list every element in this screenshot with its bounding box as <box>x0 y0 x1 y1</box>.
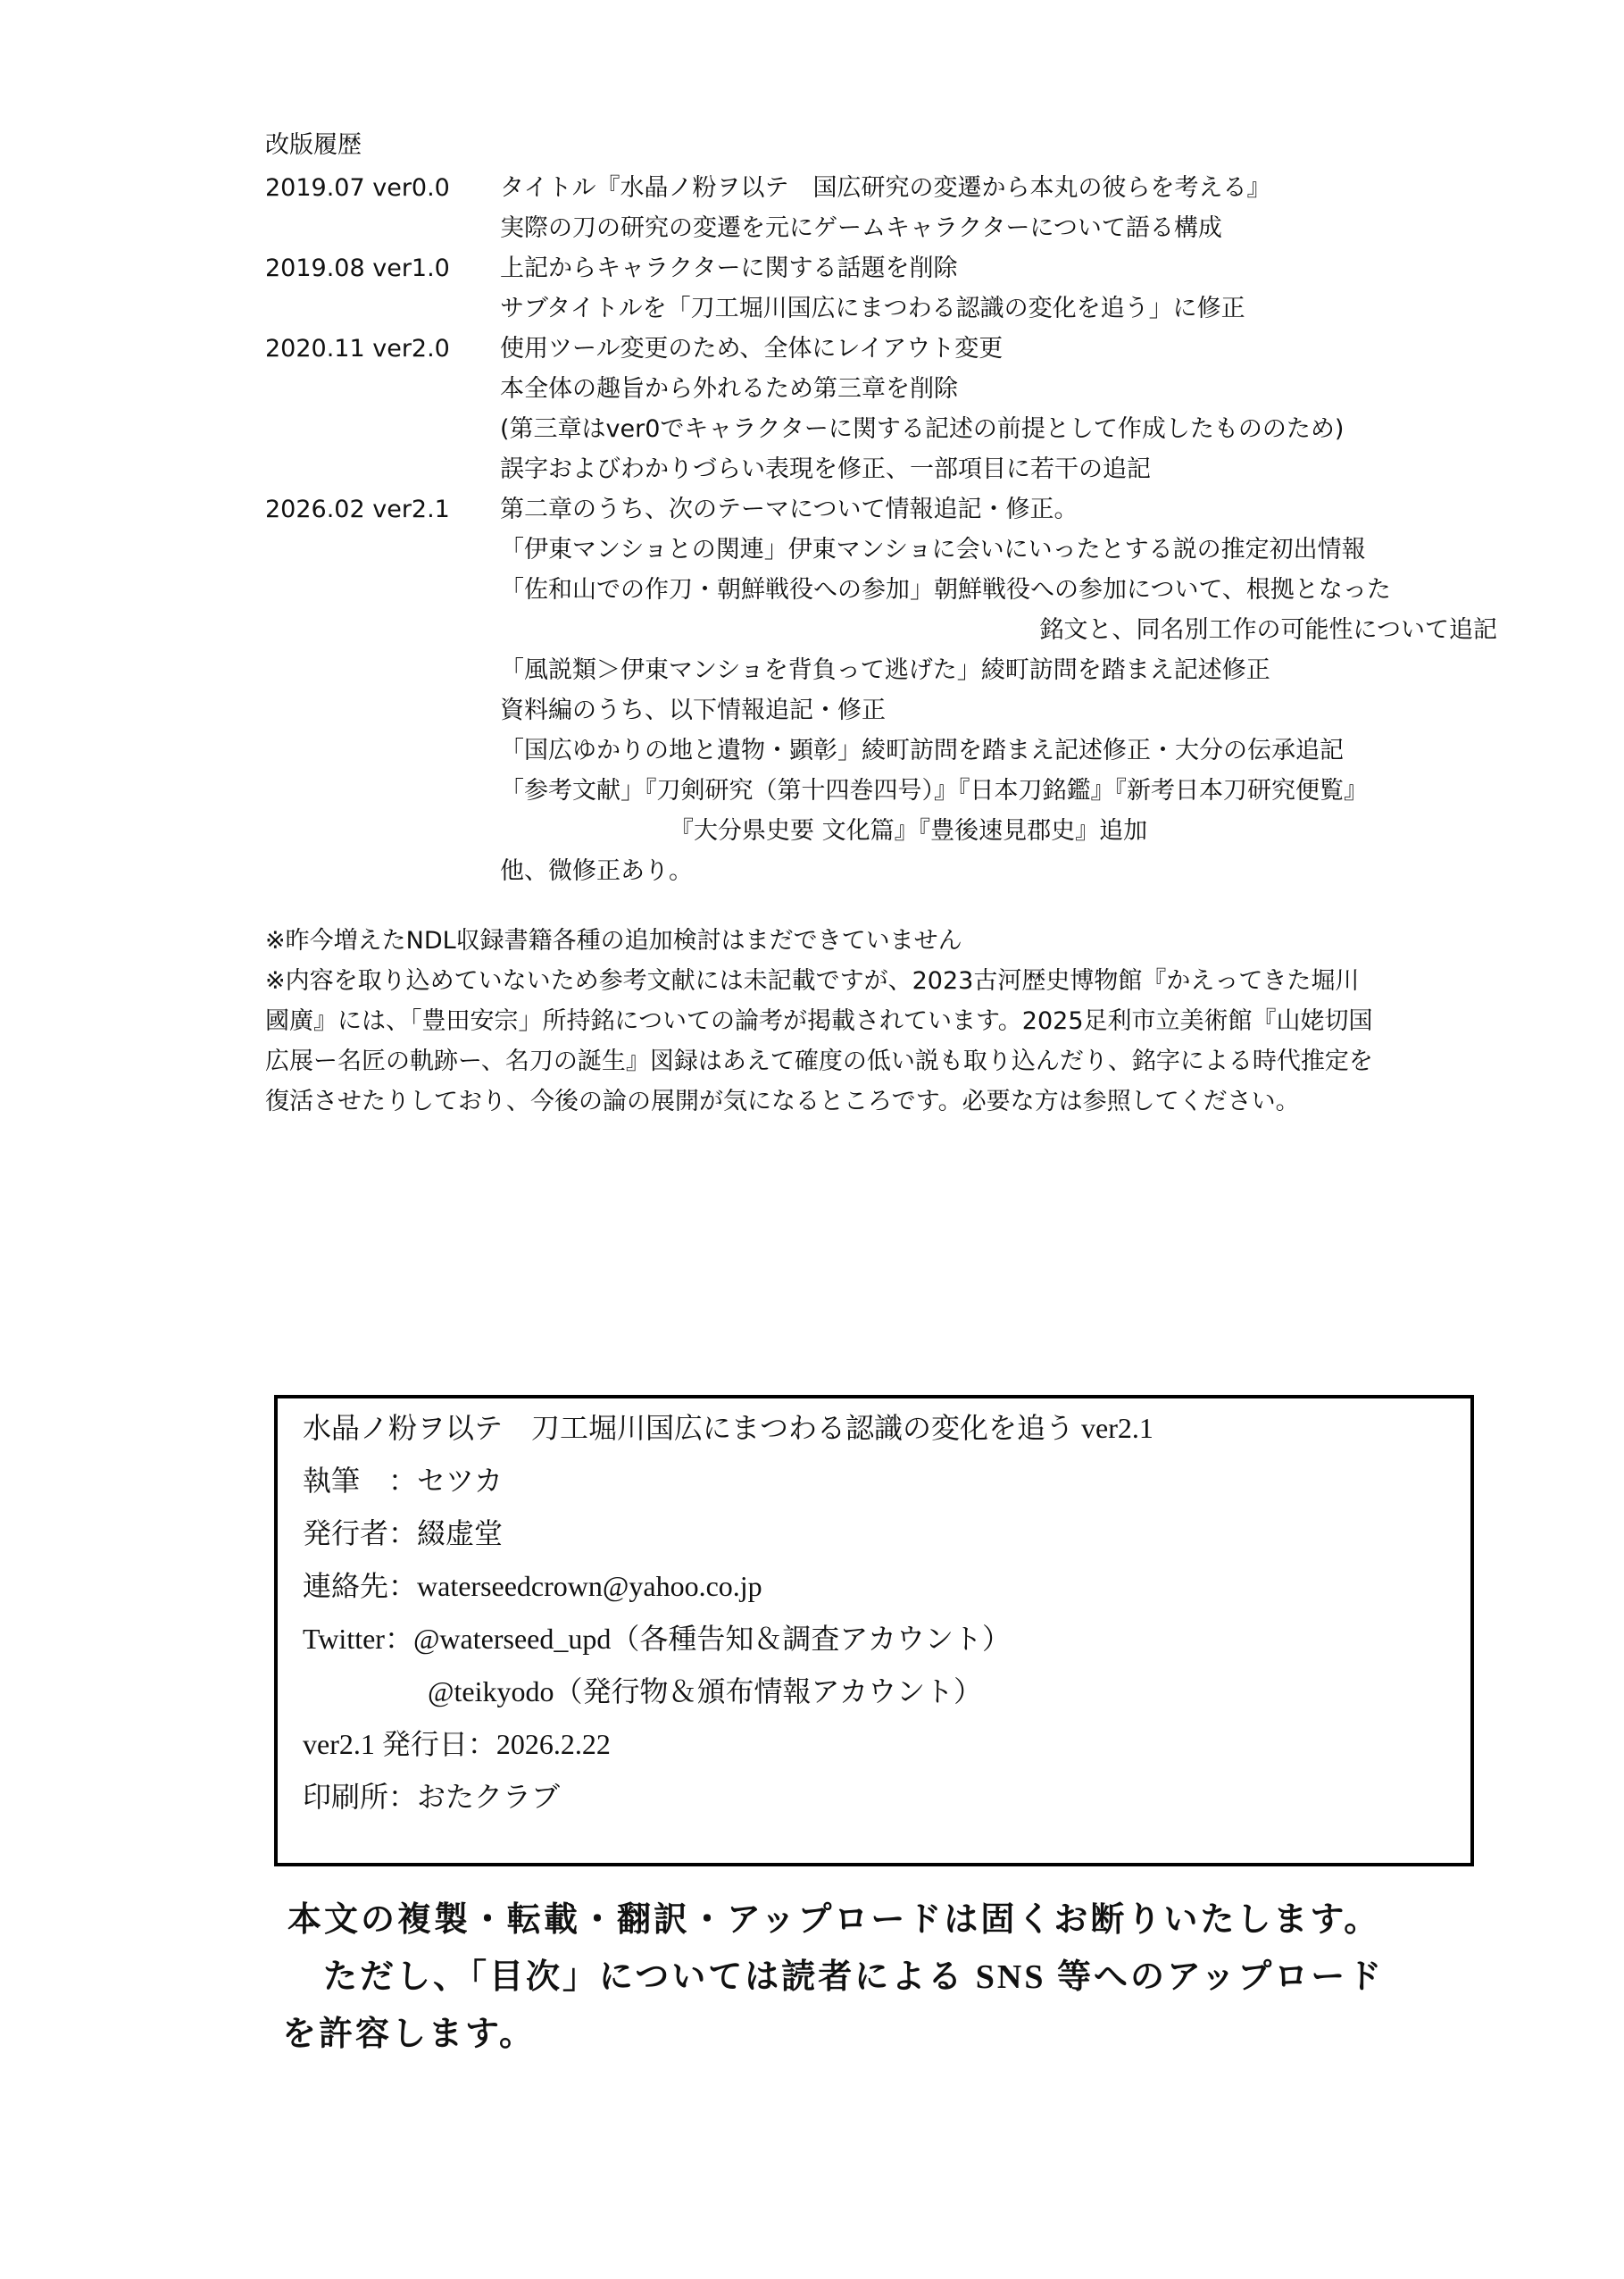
colophon-twitter-main: Twitter：@waterseed_upd（各種告知＆調査アカウント） <box>303 1623 1012 1655</box>
revision-text: 『大分県史要 文化篇』『豊後速見郡史』追加 <box>670 817 1148 845</box>
copyright-notice <box>282 1891 1475 2063</box>
revision-history-heading: 改版履歴 <box>265 131 362 159</box>
revision-text: 銘文と、同名別工作の可能性について追記 <box>1039 616 1497 644</box>
revision-entry <box>265 168 1533 248</box>
revision-text: 実際の刀の研究の変遷を元にゲームキャラクターについて語る構成 <box>500 214 1222 242</box>
notes-section <box>265 921 1506 1122</box>
note-references-line: 広展ー名匠の軌跡ー、名刀の誕生』図録はあえて確度の低い説も取り込んだり、銘字による時代推定を <box>265 1048 1373 1075</box>
revision-date: 2019.08 ver1.0 <box>265 255 450 282</box>
note-references-line: ※内容を取り込めていないため参考文献には未記載ですが、2023古河歴史博物館『かえってきた堀川 <box>265 967 1360 995</box>
revision-date: 2020.11 ver2.0 <box>265 335 450 363</box>
revision-entry <box>265 329 1533 489</box>
revision-entry <box>265 248 1533 329</box>
revision-date: 2019.07 ver0.0 <box>265 174 450 202</box>
revision-entry <box>265 489 1533 891</box>
revision-text: 使用ツール変更のため、全体にレイアウト変更 <box>500 335 1004 363</box>
colophon-publisher: 発行者：綴虚堂 <box>303 1517 504 1549</box>
revision-text: 他、微修正あり。 <box>500 857 693 885</box>
revision-history <box>265 123 1533 891</box>
revision-text: タイトル『水晶ノ粉ヲ以テ 国広研究の変遷から本丸の彼らを考える』 <box>500 174 1271 202</box>
revision-text: 「佐和山での作刀・朝鮮戦役への参加」朝鮮戦役への参加について、根拠となった <box>500 576 1391 604</box>
colophon-box <box>274 1395 1474 1866</box>
revision-date: 2026.02 ver2.1 <box>265 496 450 523</box>
colophon-contact: 連絡先：waterseedcrown@yahoo.co.jp <box>303 1570 762 1602</box>
copyright-line: ただし、「目次」については読者による SNS 等へのアップロード <box>323 1958 1385 1996</box>
revision-text: 第二章のうち、次のテーマについて情報追記・修正。 <box>500 496 1079 523</box>
revision-text: 「国広ゆかりの地と遺物・顕彰」綾町訪問を踏まえ記述修正・大分の伝承追記 <box>500 737 1344 764</box>
copyright-line: を許容します。 <box>282 2016 536 2053</box>
revision-text: 「風説類＞伊東マンショを背負って逃げた」綾町訪問を踏まえ記述修正 <box>500 656 1270 684</box>
revision-text: サブタイトルを「刀工堀川国広にまつわる認識の変化を追う」に修正 <box>500 295 1245 322</box>
colophon-twitter-sub: @teikyodo（発行物＆頒布情報アカウント） <box>428 1675 983 1707</box>
colophon-printer: 印刷所：おたクラブ <box>303 1781 561 1813</box>
copyright-line: 本文の複製・転載・翻訳・アップロードは固くお断りいたします。 <box>287 1901 1381 1939</box>
revision-text: 「伊東マンショとの関連」伊東マンショに会いにいったとする説の推定初出情報 <box>500 536 1366 563</box>
note-ndl: ※昨今増えたNDL収録書籍各種の追加検討はまだできていません <box>265 927 962 955</box>
colophon-author: 執筆 ：セツカ <box>303 1465 504 1497</box>
revision-text: (第三章はver0でキャラクターに関する記述の前提として作成したもののため) <box>500 415 1345 443</box>
revision-text: 上記からキャラクターに関する話題を削除 <box>500 255 958 282</box>
revision-text: 誤字およびわかりづらい表現を修正、一部項目に若干の追記 <box>500 455 1151 483</box>
colophon-title: 水晶ノ粉ヲ以テ 刀工堀川国広にまつわる認識の変化を追う ver2.1 <box>303 1412 1153 1444</box>
revision-text: 「参考文献」『刀剣研究（第十四巻四号）』『日本刀銘鑑』『新考日本刀研究便覧』 <box>500 777 1368 805</box>
note-references-line: 復活させたりしており、今後の論の展開が気になるところです。必要な方は参照してください。 <box>265 1088 1300 1115</box>
note-references-line: 國廣』には、「豊田安宗」所持銘についての論考が掲載されています。2025足利市立美術館『山姥切国 <box>265 1007 1373 1035</box>
colophon-issue-date: ver2.1 発行日：2026.2.22 <box>303 1728 611 1760</box>
revision-text: 本全体の趣旨から外れるため第三章を削除 <box>500 375 958 403</box>
revision-text: 資料編のうち、以下情報追記・修正 <box>500 697 886 724</box>
